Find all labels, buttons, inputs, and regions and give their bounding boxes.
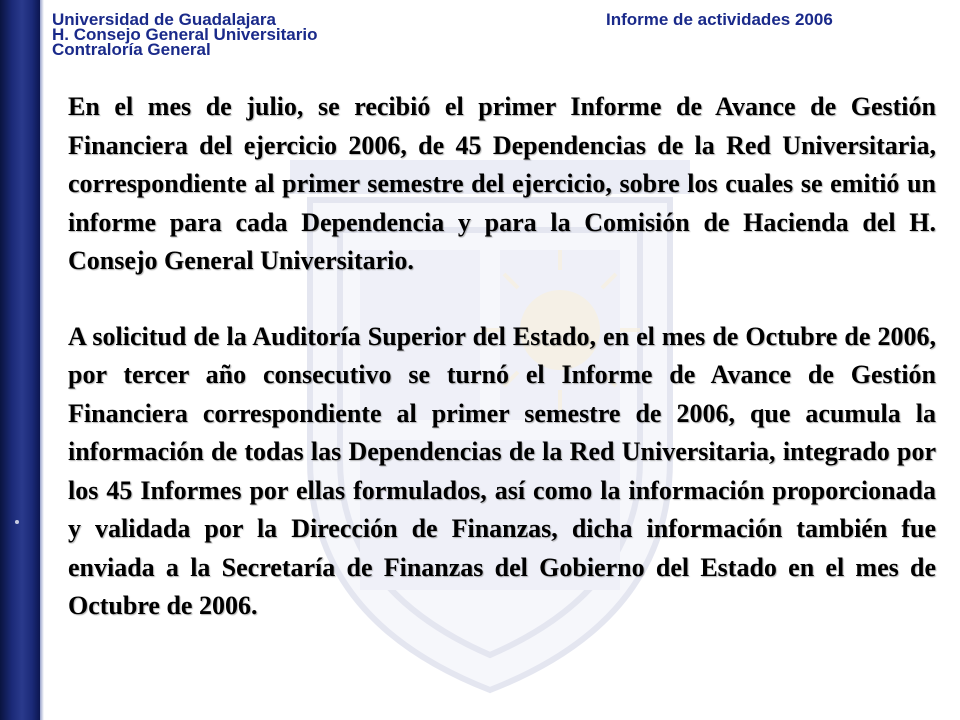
document-body	[68, 88, 936, 626]
paragraph-1: En el mes de julio, se recibió el primer Informe de Avance de Gestión Financiera del ejercicio 2006, de 45 Dependencias de la Red Universitaria, correspondiente al primer semestre del ejercicio, sobre los cuales se emitió un informe para cada Dependencia y para la Comisión de Hacienda del H. Consejo General Universitario.	[68, 92, 936, 275]
left-decorative-bar	[0, 0, 40, 720]
left-bar-edge	[40, 0, 44, 720]
council-name: H. Consejo General Universitario	[52, 25, 318, 44]
paragraph-2: A solicitud de la Auditoría Superior del Estado, en el mes de Octubre de 2006, por tercer año consecutivo se turnó el Informe de Avance de Gestión Financiera correspondiente al primer semestre de 2006, que acumula la información de todas las Dependencias de la Red Universitaria, integrado por los 45 Informes por ellas formulados, así como la información proporcionada y validada por la Dirección de Finanzas, dicha información también fue enviada a la Secretaría de Finanzas del Gobierno del Estado en el mes de Octubre de 2006.	[68, 321, 936, 620]
university-name: Universidad de Guadalajara	[52, 10, 276, 29]
office-name: Contraloría General	[52, 40, 211, 59]
left-bar-dot	[15, 520, 19, 524]
report-title: Informe de actividades 2006	[606, 10, 833, 29]
